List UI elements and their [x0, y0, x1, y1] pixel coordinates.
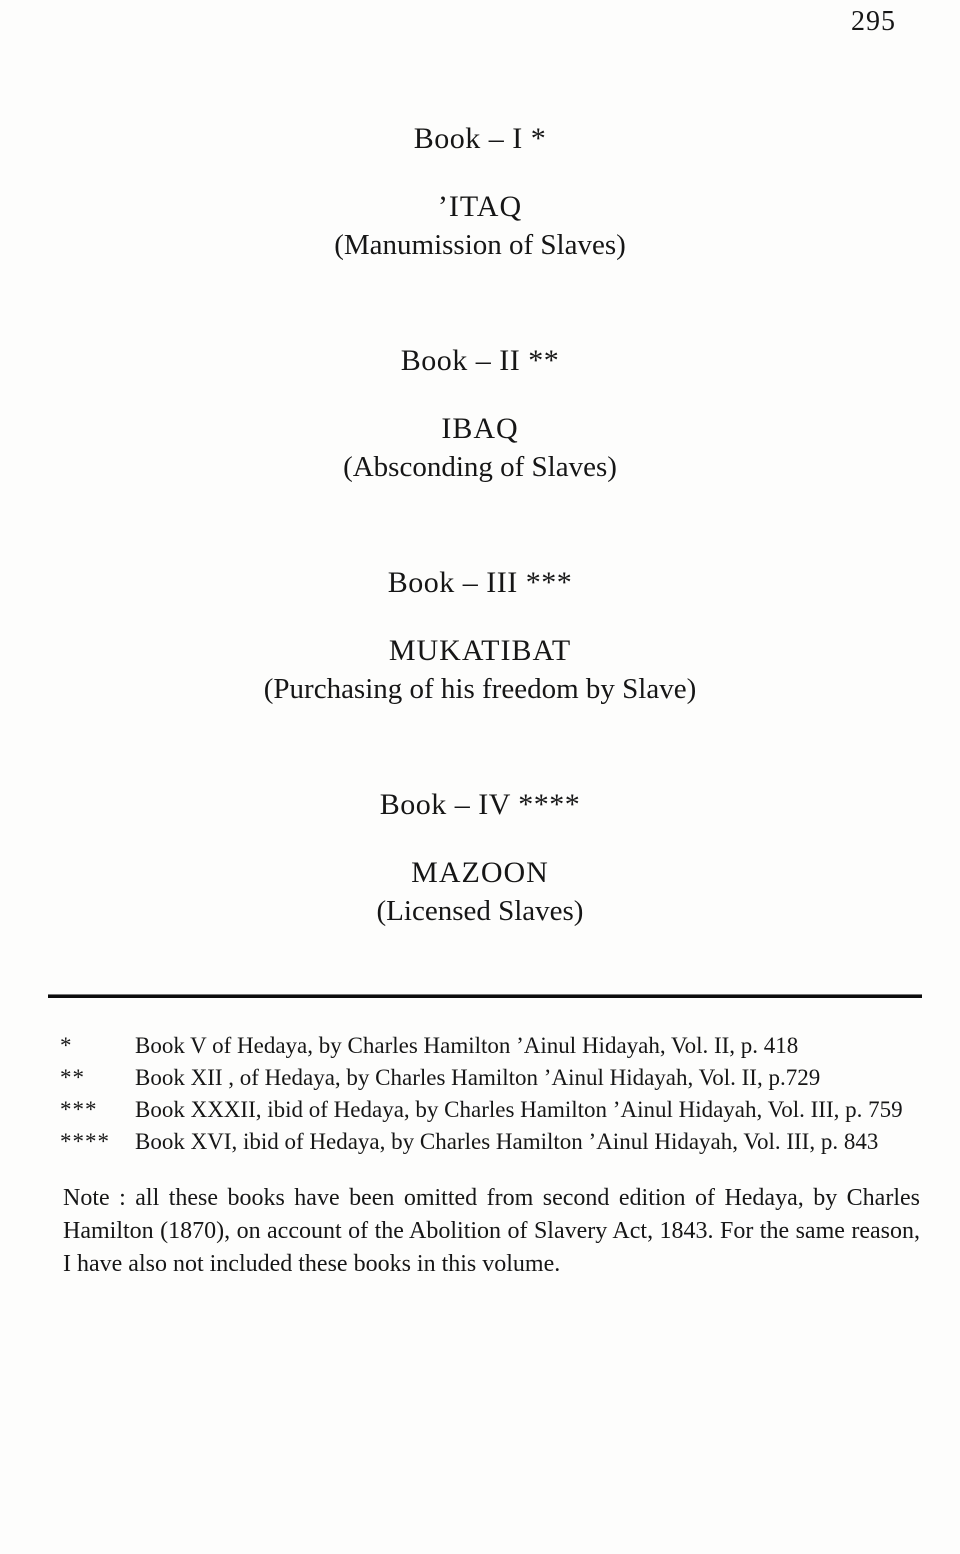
footnote-text: Book XXXII, ibid of Hedaya, by Charles Hamilton ’Ainul Hidayah, Vol. III, p. 759	[135, 1097, 903, 1122]
footnote-marker: **	[60, 1065, 85, 1090]
footnote-text: Book XVI, ibid of Hedaya, by Charles Hamilton ’Ainul Hidayah, Vol. III, p. 843	[135, 1129, 879, 1154]
book-subtitle: (Licensed Slaves)	[376, 895, 584, 927]
footnote-3	[60, 1094, 922, 1126]
book-subtitle: (Absconding of Slaves)	[343, 451, 617, 483]
footnote-marker: *	[60, 1033, 73, 1058]
book-section-2	[0, 342, 960, 486]
book-title: IBAQ	[441, 412, 519, 445]
footnote-text: Book XII , of Hedaya, by Charles Hamilton ’Ainul Hidayah, Vol. II, p.729	[135, 1065, 821, 1090]
book-title: MUKATIBAT	[388, 634, 572, 667]
footnote-4	[60, 1126, 922, 1158]
book-subtitle: (Purchasing of his freedom by Slave)	[263, 673, 697, 705]
book-section-4	[0, 786, 960, 930]
book-section-1	[0, 120, 960, 264]
page-number: 295	[851, 6, 896, 37]
footnote-marker: ***	[60, 1097, 98, 1122]
book-heading: Book – I *	[413, 122, 547, 155]
book-heading: Book – IV ****	[379, 788, 581, 821]
divider-rule	[48, 994, 922, 998]
book-title: ’ITAQ	[437, 190, 523, 223]
book-subtitle: (Manumission of Slaves)	[334, 229, 626, 261]
note-paragraph: Note : all these books have been omitted from second edition of Hedaya, by Charles Hamilton (1870), on account of the Abolition of Slavery Act, 1843. For the same reason, I have also not included these books in this volume.	[63, 1185, 920, 1277]
footnote-2	[60, 1062, 922, 1094]
book-heading: Book – II **	[400, 344, 560, 377]
book-title: MAZOON	[411, 856, 549, 889]
footnote-marker: ****	[60, 1129, 110, 1154]
footnotes	[60, 1030, 922, 1158]
footnote-text: Book V of Hedaya, by Charles Hamilton ’Ainul Hidayah, Vol. II, p. 418	[135, 1033, 799, 1058]
footnote-1	[60, 1030, 922, 1062]
book-heading: Book – III ***	[387, 566, 573, 599]
book-section-3	[0, 564, 960, 708]
